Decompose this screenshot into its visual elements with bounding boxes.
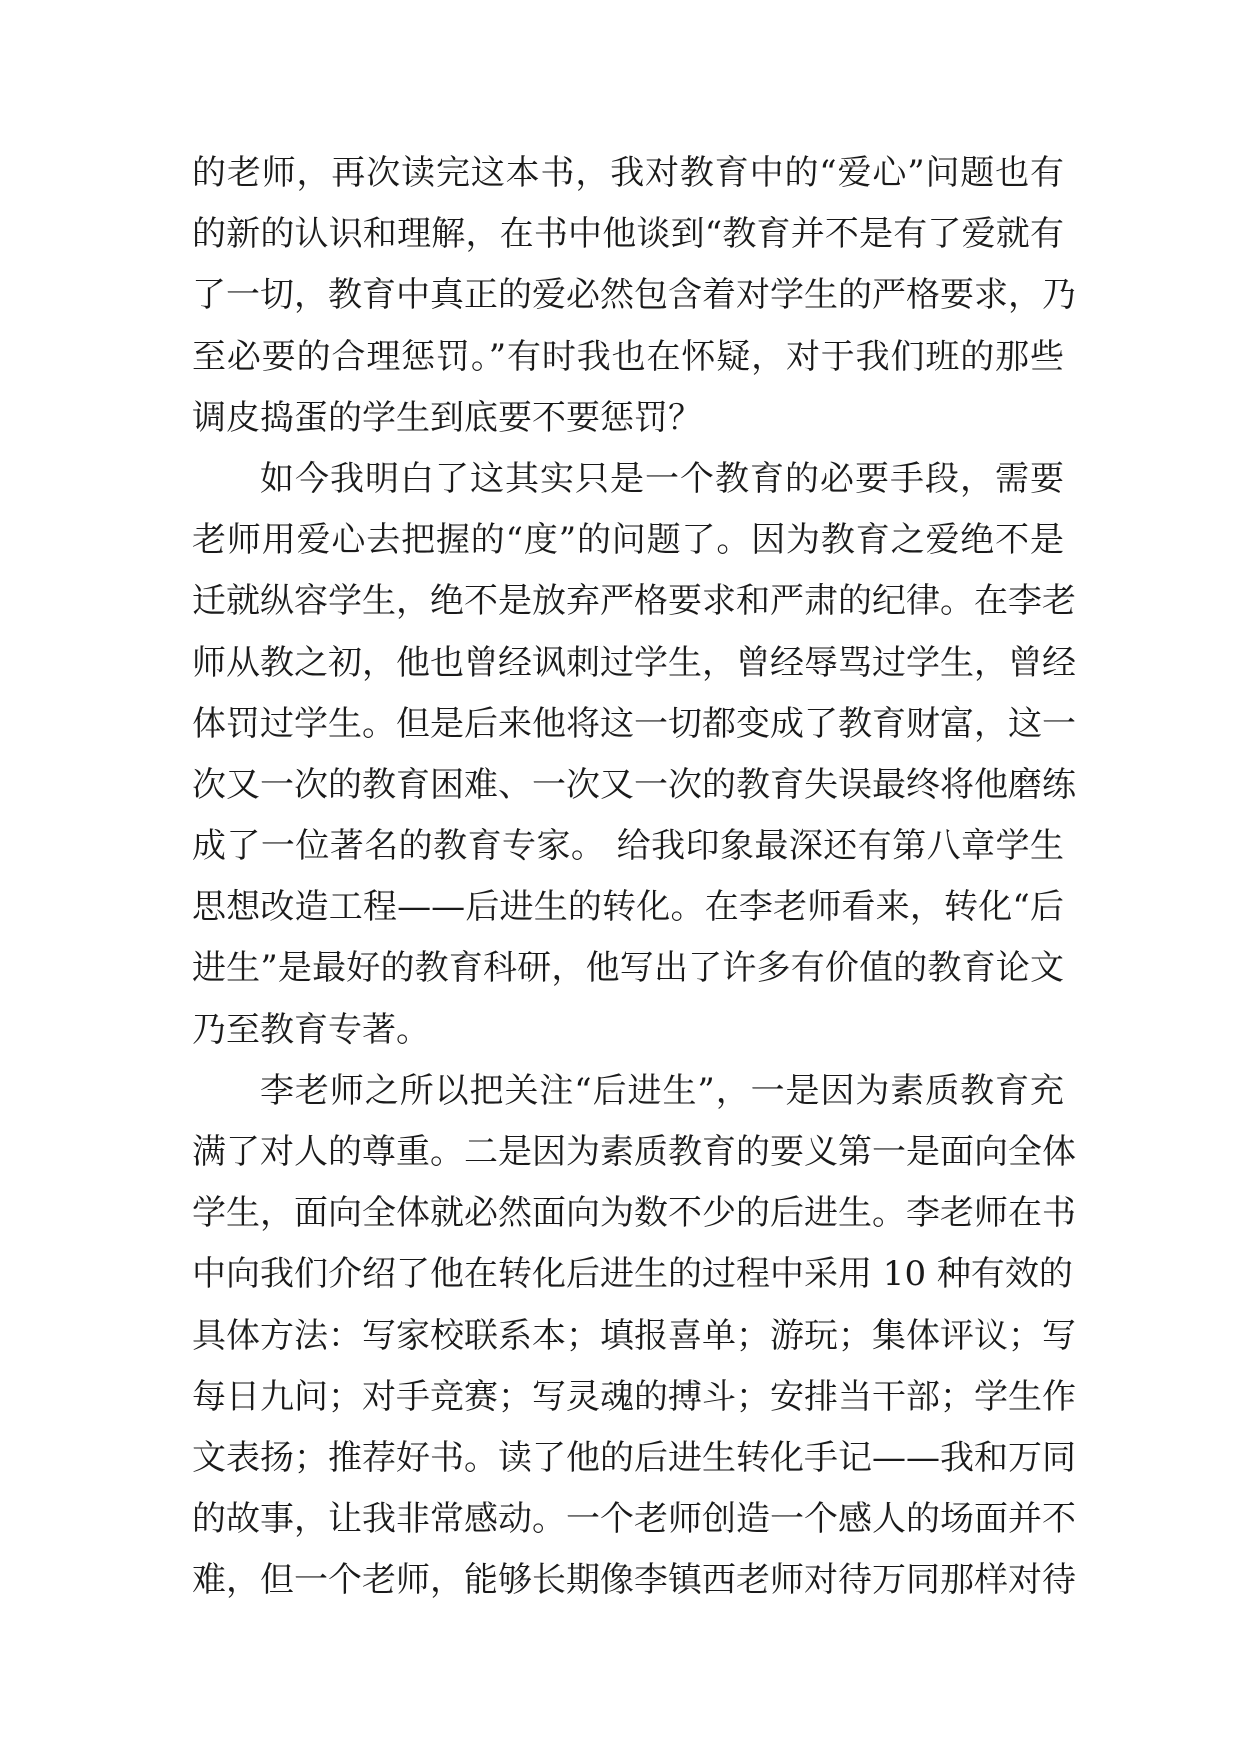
text-line: 成了一位著名的教育专家。 给我印象最深还有第八章学生	[192, 826, 1064, 867]
paragraph	[192, 143, 1076, 449]
text-line: 体罚过学生。但是后来他将这一切都变成了教育财富，这一	[192, 703, 1076, 744]
text-line: 至必要的合理惩罚。”有时我也在怀疑，对于我们班的那些	[192, 336, 1064, 377]
text-line: 的故事，让我非常感动。一个老师创造一个感人的场面并不	[192, 1499, 1076, 1540]
text-line: 师从教之初，他也曾经讽刺过学生，曾经辱骂过学生，曾经	[192, 642, 1076, 683]
text-line: 李老师之所以把关注“后进生”，一是因为素质教育充	[260, 1070, 1064, 1111]
paragraph	[192, 449, 1076, 1061]
text-line: 乃至教育专著。	[192, 1009, 430, 1050]
text-line: 思想改造工程——后进生的转化。在李老师看来，转化“后	[192, 887, 1064, 928]
body-text	[192, 143, 1076, 1612]
text-line: 的老师，再次读完这本书，我对教育中的“爱心”问题也有	[192, 153, 1064, 193]
text-line: 如今我明白了这其实只是一个教育的必要手段，需要	[260, 458, 1064, 499]
text-line: 满了对人的尊重。二是因为素质教育的要义第一是面向全体	[192, 1132, 1076, 1172]
text-line: 老师用爱心去把握的“度”的问题了。因为教育之爱绝不是	[192, 520, 1064, 561]
text-line: 迁就纵容学生，绝不是放弃严格要求和严肃的纪律。在李老	[192, 581, 1076, 622]
text-line: 学生，面向全体就必然面向为数不少的后进生。李老师在书	[192, 1193, 1076, 1234]
text-line: 具体方法：写家校联系本；填报喜单；游玩；集体评议；写	[192, 1315, 1076, 1356]
text-line: 进生”是最好的教育科研，他写出了许多有价值的教育论文	[192, 948, 1064, 989]
text-line: 中向我们介绍了他在转化后进生的过程中采用 10 种有效的	[192, 1254, 1073, 1295]
text-line: 每日九问；对手竞赛；写灵魂的搏斗；安排当干部；学生作	[192, 1376, 1076, 1417]
text-line: 的新的认识和理解，在书中他谈到“教育并不是有了爱就有	[192, 214, 1064, 255]
text-line: 难，但一个老师，能够长期像李镇西老师对待万同那样对待	[192, 1560, 1076, 1601]
text-line: 调皮捣蛋的学生到底要不要惩罚？	[192, 397, 702, 438]
paragraph	[192, 1061, 1076, 1612]
text-line: 了一切，教育中真正的爱必然包含着对学生的严格要求，乃	[192, 275, 1076, 316]
text-line: 文表扬；推荐好书。读了他的后进生转化手记——我和万同	[192, 1437, 1076, 1478]
text-line: 次又一次的教育困难、一次又一次的教育失误最终将他磨练	[192, 764, 1076, 805]
